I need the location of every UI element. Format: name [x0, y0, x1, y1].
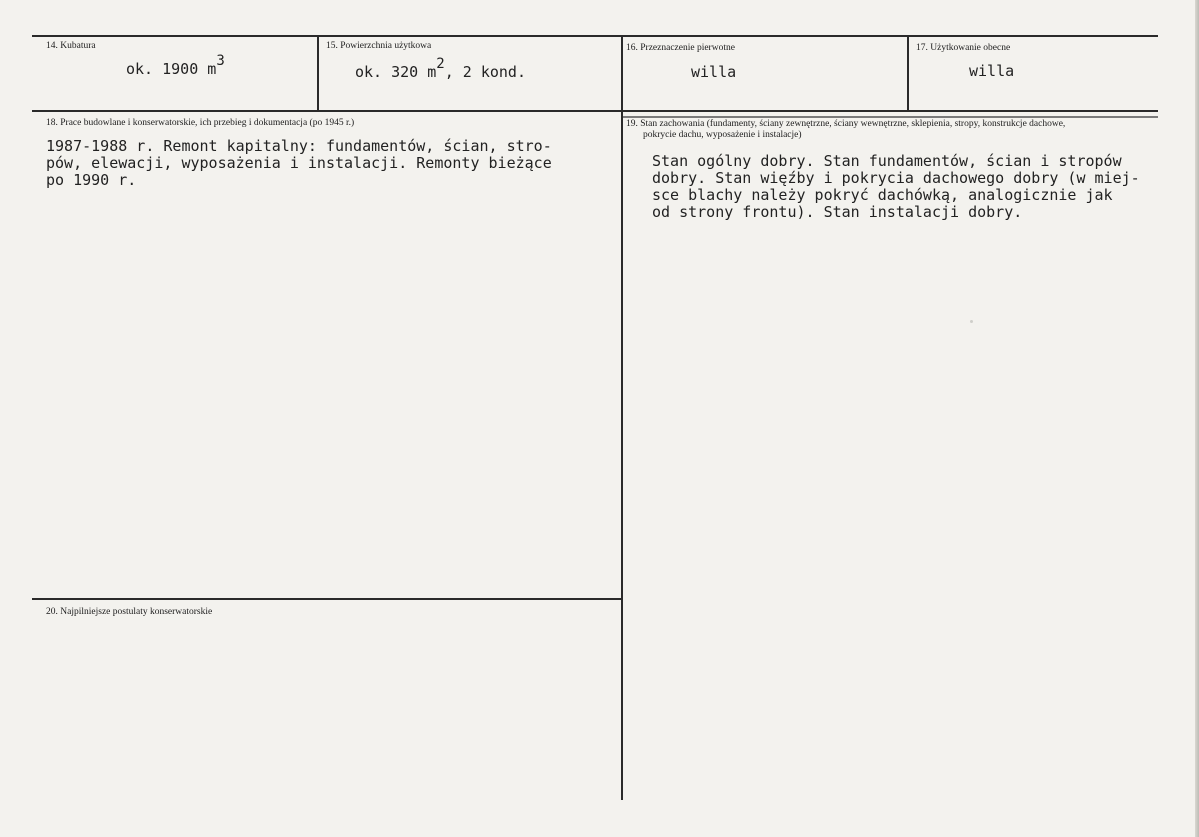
- field-19-line-1: Stan ogólny dobry. Stan fundamentów, ścian i stropów: [652, 152, 1122, 170]
- field-14-superscript: 3: [216, 53, 225, 69]
- field-19-line-2: dobry. Stan więźby i pokrycia dachowego dobry (w miej-: [652, 169, 1140, 187]
- top-rule: [32, 35, 1158, 37]
- field-19-label-line-2: pokrycie dachu, wyposażenie i instalacje): [643, 130, 802, 140]
- field-18-line-3: po 1990 r.: [46, 171, 137, 189]
- field-14-value: [126, 53, 225, 79]
- field-15-value-pre: ok. 320 m: [355, 63, 437, 81]
- field-16-label: 16. Przeznaczenie pierwotne: [626, 43, 735, 53]
- field-19-line-3: sce blachy należy pokryć dachówką, analogicznie jak: [652, 186, 1113, 204]
- center-divider: [621, 35, 623, 800]
- left-lower-rule: [32, 598, 622, 600]
- field-18-line-1: 1987-1988 r. Remont kapitalny: fundamentów, ścian, stro-: [46, 137, 552, 155]
- divider-14-15: [317, 35, 319, 112]
- divider-16-17: [907, 35, 909, 112]
- label-19-underline: [623, 116, 1158, 118]
- field-16-value: willa: [691, 63, 737, 81]
- field-14-label: 14. Kubatura: [46, 41, 96, 51]
- field-15-label: 15. Powierzchnia użytkowa: [326, 41, 432, 51]
- field-19-line-4: od strony frontu). Stan instalacji dobry.: [652, 203, 1023, 221]
- field-15-superscript: 2: [436, 56, 445, 72]
- field-18-line-2: pów, elewacji, wyposażenia i instalacji. Remonty bieżące: [46, 154, 552, 172]
- field-17-value: willa: [969, 62, 1015, 80]
- field-19-label-line-1: 19. Stan zachowania (fundamenty, ściany zewnętrzne, ściany wewnętrzne, sklepienia, stropy, konstrukcje dachowe,: [626, 119, 1066, 129]
- field-15-value-post: , 2 kond.: [444, 63, 526, 81]
- field-14-value-text: ok. 1900 m: [126, 60, 217, 78]
- paper-speck: [970, 320, 973, 323]
- header-bottom-rule: [32, 110, 1158, 112]
- field-17-label: 17. Użytkowanie obecne: [916, 43, 1011, 53]
- field-15-value: [355, 56, 526, 82]
- field-18-label: 18. Prace budowlane i konserwatorskie, ich przebieg i dokumentacja (po 1945 r.): [46, 118, 355, 128]
- field-20-label: 20. Najpilniejsze postulaty konserwatorskie: [46, 607, 213, 617]
